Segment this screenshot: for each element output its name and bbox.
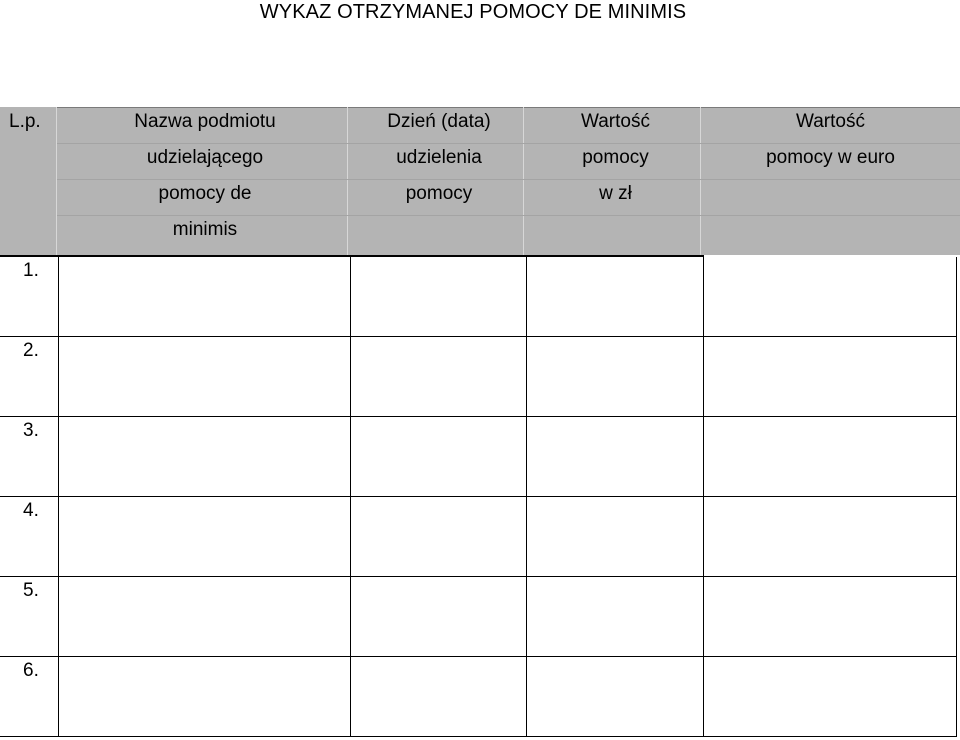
cell-date[interactable] (351, 337, 526, 417)
row-number: 3. (23, 420, 39, 441)
header-date-line-3: pomocy (405, 183, 473, 204)
cell-value-pln[interactable] (527, 497, 703, 577)
cell-name[interactable] (59, 337, 350, 417)
table-row (0, 579, 57, 659)
cell-value-pln[interactable] (527, 657, 703, 737)
cell-date[interactable] (351, 497, 526, 577)
table-row (0, 339, 57, 419)
row-number: 1. (23, 260, 39, 281)
header-col-name (57, 104, 353, 248)
cell-value-pln[interactable] (527, 417, 703, 497)
cell-name[interactable] (59, 257, 350, 337)
cell-value-eur[interactable] (704, 337, 956, 417)
header-name-line-3: pomocy de (158, 183, 252, 204)
cell-name[interactable] (59, 657, 350, 737)
row-number: 5. (23, 580, 39, 601)
cell-value-eur[interactable] (704, 257, 956, 337)
cell-value-pln[interactable] (527, 337, 703, 417)
table-row (0, 419, 57, 499)
cell-value-pln[interactable] (527, 577, 703, 657)
table-row (0, 259, 57, 339)
cell-date[interactable] (351, 257, 526, 337)
cell-value-pln[interactable] (527, 257, 703, 337)
header-value-pln-line-1: Wartość (581, 111, 650, 132)
cell-date[interactable] (351, 577, 526, 657)
cell-date[interactable] (351, 657, 526, 737)
cell-name[interactable] (59, 417, 350, 497)
grid-vline (956, 257, 957, 737)
header-date-line-1: Dzień (data) (387, 111, 491, 132)
cell-name[interactable] (59, 497, 350, 577)
header-col-value-pln (524, 104, 707, 212)
header-value-eur-line-2: pomocy w euro (766, 147, 895, 168)
header-value-pln-line-2: pomocy (582, 147, 649, 168)
header-name-line-2: udzielającego (146, 147, 264, 168)
header-lp-label: L.p. (9, 111, 41, 132)
cell-value-eur[interactable] (704, 657, 956, 737)
header-value-pln-line-3: w zł (599, 183, 632, 204)
cell-value-eur[interactable] (704, 417, 956, 497)
cell-value-eur[interactable] (704, 577, 956, 657)
table-row (0, 499, 57, 579)
header-col-date (348, 104, 530, 212)
header-col-value-eur (701, 104, 960, 176)
header-name-line-4: minimis (172, 219, 238, 240)
table-row (0, 659, 57, 739)
header-name-line-1: Nazwa podmiotu (134, 111, 276, 132)
row-number: 2. (23, 340, 39, 361)
header-date-line-2: udzielenia (396, 147, 482, 168)
cell-date[interactable] (351, 417, 526, 497)
cell-value-eur[interactable] (704, 497, 956, 577)
header-value-eur-line-1: Wartość (796, 111, 865, 132)
cell-name[interactable] (59, 577, 350, 657)
header-col-lp (0, 104, 56, 140)
row-number: 4. (23, 500, 39, 521)
document-title: WYKAZ OTRZYMANEJ POMOCY DE MINIMIS (259, 1, 687, 23)
row-number: 6. (23, 660, 39, 681)
